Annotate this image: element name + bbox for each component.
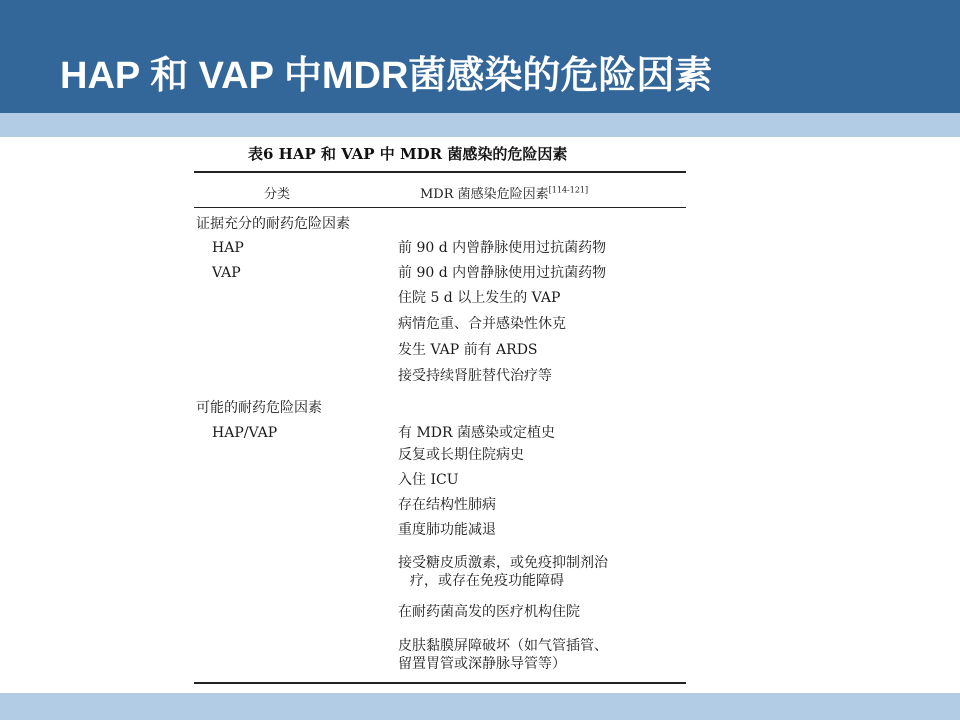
factor-item-continued: 留置胃管或深静脉导管等） [398, 656, 566, 672]
slide-header-bar [0, 0, 960, 113]
table-top-rule [194, 171, 686, 173]
factor-item: 存在结构性肺病 [398, 497, 496, 513]
group-label-hap-vap: HAP/VAP [212, 425, 278, 441]
table-header-rule [194, 207, 686, 208]
factor-item: 入住 ICU [398, 472, 459, 488]
factor-item: 有 MDR 菌感染或定植史 [398, 425, 556, 441]
table-caption: 表6 HAP 和 VAP 中 MDR 菌感染的危险因素 [248, 145, 568, 163]
factor-item: 接受糖皮质激素，或免疫抑制剂治 [398, 555, 608, 571]
factor-item: 住院 5 d 以上发生的 VAP [398, 290, 561, 306]
factor-item: 反复或长期住院病史 [398, 447, 524, 463]
risk-factor-table [188, 137, 716, 693]
header-factor-text: MDR 菌感染危险因素 [420, 187, 549, 202]
slide-title: HAP 和 VAP 中MDR菌感染的危险因素 [60, 55, 713, 97]
factor-item: 发生 VAP 前有 ARDS [398, 342, 538, 358]
header-category: 分类 [264, 187, 291, 202]
table-bottom-rule [194, 682, 686, 684]
factor-item: 病情危重、合并感染性休克 [398, 316, 566, 332]
header-accent-band [0, 113, 960, 137]
factor-item: 在耐药菌高发的医疗机构住院 [398, 604, 580, 620]
factor-item: 前 90 d 内曾静脉使用过抗菌药物 [398, 265, 607, 281]
group-label-vap: VAP [212, 265, 241, 281]
footer-accent-band [0, 693, 960, 720]
header-factor [420, 183, 588, 202]
section-heading: 证据充分的耐药危险因素 [196, 216, 350, 232]
group-label-hap: HAP [212, 240, 244, 256]
factor-item: 接受持续肾脏替代治疗等 [398, 368, 552, 384]
factor-item: 皮肤黏膜屏障破坏（如气管插管、 [398, 638, 608, 654]
section-heading: 可能的耐药危险因素 [196, 400, 322, 416]
factor-item-continued: 疗，或存在免疫功能障碍 [410, 573, 564, 589]
header-factor-ref: [114-121] [548, 185, 589, 195]
factor-item: 前 90 d 内曾静脉使用过抗菌药物 [398, 240, 607, 256]
factor-item: 重度肺功能减退 [398, 522, 496, 538]
